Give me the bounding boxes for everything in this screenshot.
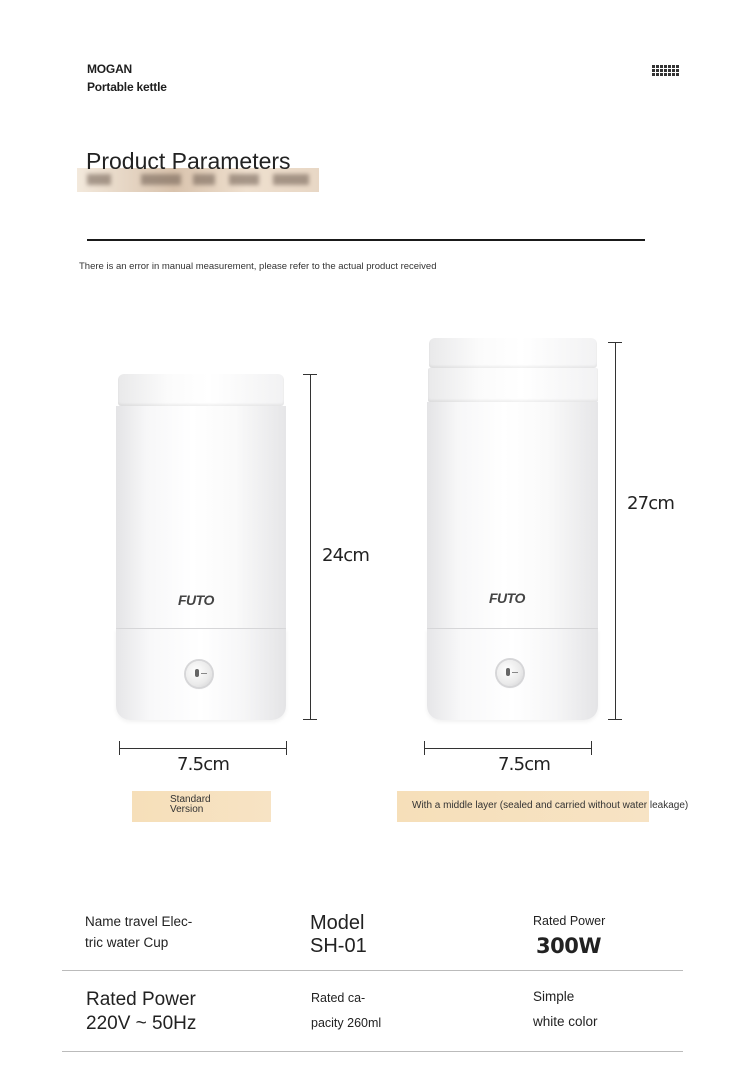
spec-capacity-line2: pacity 260ml — [311, 1016, 382, 1030]
width-label: 7.5cm — [498, 754, 551, 775]
product-name: Portable kettle — [87, 80, 167, 94]
version-tag-text: With a middle layer (sealed and carried without water leakage) — [412, 800, 689, 811]
spec-voltage-value: 220V ~ 50Hz — [86, 1013, 197, 1034]
brand-name: MOGAN — [87, 62, 132, 76]
version-tag-line1: Standard — [170, 794, 211, 805]
measurement-note: There is an error in manual measurement, please refer to the actual product received — [79, 261, 437, 272]
height-dimension-line — [310, 374, 311, 720]
width-tick-right — [591, 741, 592, 755]
power-switch — [497, 660, 523, 686]
kettle-standard — [116, 374, 288, 720]
width-label: 7.5cm — [177, 754, 230, 775]
spec-power-value: 300W — [536, 934, 601, 958]
width-dimension-line — [119, 748, 286, 749]
spec-capacity-line1: Rated ca- — [311, 991, 366, 1005]
width-dimension-line — [424, 748, 591, 749]
spec-divider — [62, 1051, 683, 1052]
version-tag-line2: Version — [170, 804, 204, 815]
height-dimension-line — [615, 342, 616, 719]
height-tick-top — [608, 342, 622, 343]
width-tick-left — [424, 741, 425, 755]
height-tick-bottom — [608, 719, 622, 720]
height-label: 27cm — [627, 493, 675, 514]
width-tick-left — [119, 741, 120, 755]
spec-voltage-label: Rated Power — [86, 989, 196, 1010]
kettle-logo: FUTO — [178, 592, 214, 608]
width-tick-right — [286, 741, 287, 755]
kettle-logo: FUTO — [489, 590, 525, 606]
kettle-middle-layer — [427, 338, 600, 720]
spec-name-line1: Name travel Elec- — [85, 914, 193, 929]
spec-name-line2: tric water Cup — [85, 935, 169, 950]
grid-menu-icon[interactable] — [652, 65, 680, 77]
height-label: 24cm — [322, 545, 370, 566]
power-switch — [186, 661, 212, 687]
height-tick-top — [303, 374, 317, 375]
spec-model-label: Model — [310, 912, 365, 934]
height-tick-bottom — [303, 719, 317, 720]
spec-color-line2: white color — [533, 1014, 598, 1029]
spec-divider — [62, 970, 683, 971]
page-title: Product Parameters — [86, 148, 291, 174]
title-rule — [87, 239, 645, 241]
spec-model-value: SH-01 — [310, 935, 367, 957]
spec-power-label: Rated Power — [533, 914, 606, 928]
spec-color-line1: Simple — [533, 989, 575, 1004]
